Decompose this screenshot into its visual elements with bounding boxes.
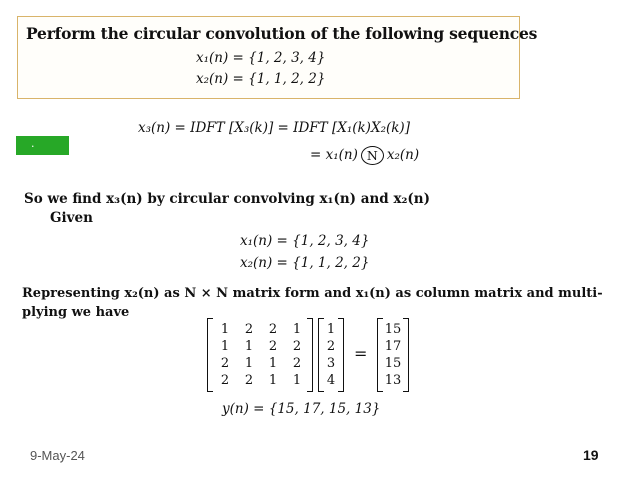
result-column-vector	[377, 318, 409, 392]
vector-cell: 3	[326, 356, 336, 371]
matrix-cell: 2	[292, 356, 302, 371]
equals-sign: =	[354, 344, 368, 363]
relation-line2	[310, 146, 419, 165]
result-cell: 15	[384, 356, 402, 371]
x1-column-grid	[322, 321, 340, 389]
vector-cell: 2	[326, 339, 336, 354]
relation-line2-left: = x₁(n)	[310, 147, 358, 163]
x1-column-vector	[318, 318, 344, 392]
matrix-cell: 2	[244, 322, 254, 337]
matrix-cell: 2	[292, 339, 302, 354]
green-box	[16, 136, 69, 155]
page-number: 19	[583, 447, 599, 463]
green-box-label: .	[31, 137, 35, 150]
so-text: So we find x₃(n) by circular convolving x₁(n) and x₂(n)	[24, 191, 431, 207]
matrix-cell: 1	[220, 322, 230, 337]
circulant-matrix	[207, 318, 313, 392]
circulant-matrix-grid	[213, 321, 309, 389]
vector-cell: 4	[326, 373, 336, 388]
problem-x2: x₂(n) = {1, 1, 2, 2}	[196, 71, 326, 87]
result-cell: 13	[384, 373, 402, 388]
matrix-cell: 1	[220, 339, 230, 354]
result-equation: y(n) = {15, 17, 15, 13}	[222, 401, 381, 417]
matrix-cell: 1	[244, 356, 254, 371]
representing-text-line1: Representing x₂(n) as N × N matrix form and x₁(n) as column matrix and multi-	[22, 286, 603, 301]
vector-cell: 1	[326, 322, 336, 337]
given-label: Given	[50, 210, 93, 226]
result-cell: 15	[384, 322, 402, 337]
given-x2: x₂(n) = {1, 1, 2, 2}	[240, 255, 370, 271]
matrix-cell: 2	[220, 373, 230, 388]
problem-title: Perform the circular convolution of the following sequences	[26, 24, 538, 43]
relation-line1: x₃(n) = IDFT [X₃(k)] = IDFT [X₁(k)X₂(k)]	[138, 120, 410, 136]
representing-text-line2: plying we have	[22, 305, 130, 320]
matrix-cell: 1	[292, 322, 302, 337]
circular-convolution-symbol: N	[361, 146, 384, 165]
matrix-cell: 1	[292, 373, 302, 388]
footer-date: 9-May-24	[30, 448, 85, 463]
matrix-cell: 2	[268, 322, 278, 337]
problem-x1: x₁(n) = {1, 2, 3, 4}	[196, 50, 326, 66]
matrix-cell: 1	[268, 356, 278, 371]
relation-line2-right: x₂(n)	[386, 147, 420, 163]
result-cell: 17	[384, 339, 402, 354]
matrix-cell: 2	[244, 373, 254, 388]
matrix-cell: 2	[268, 339, 278, 354]
result-column-grid	[382, 321, 404, 389]
matrix-cell: 1	[268, 373, 278, 388]
given-x1: x₁(n) = {1, 2, 3, 4}	[240, 233, 370, 249]
matrix-cell: 2	[220, 356, 230, 371]
matrix-cell: 1	[244, 339, 254, 354]
problem-box	[17, 16, 538, 99]
